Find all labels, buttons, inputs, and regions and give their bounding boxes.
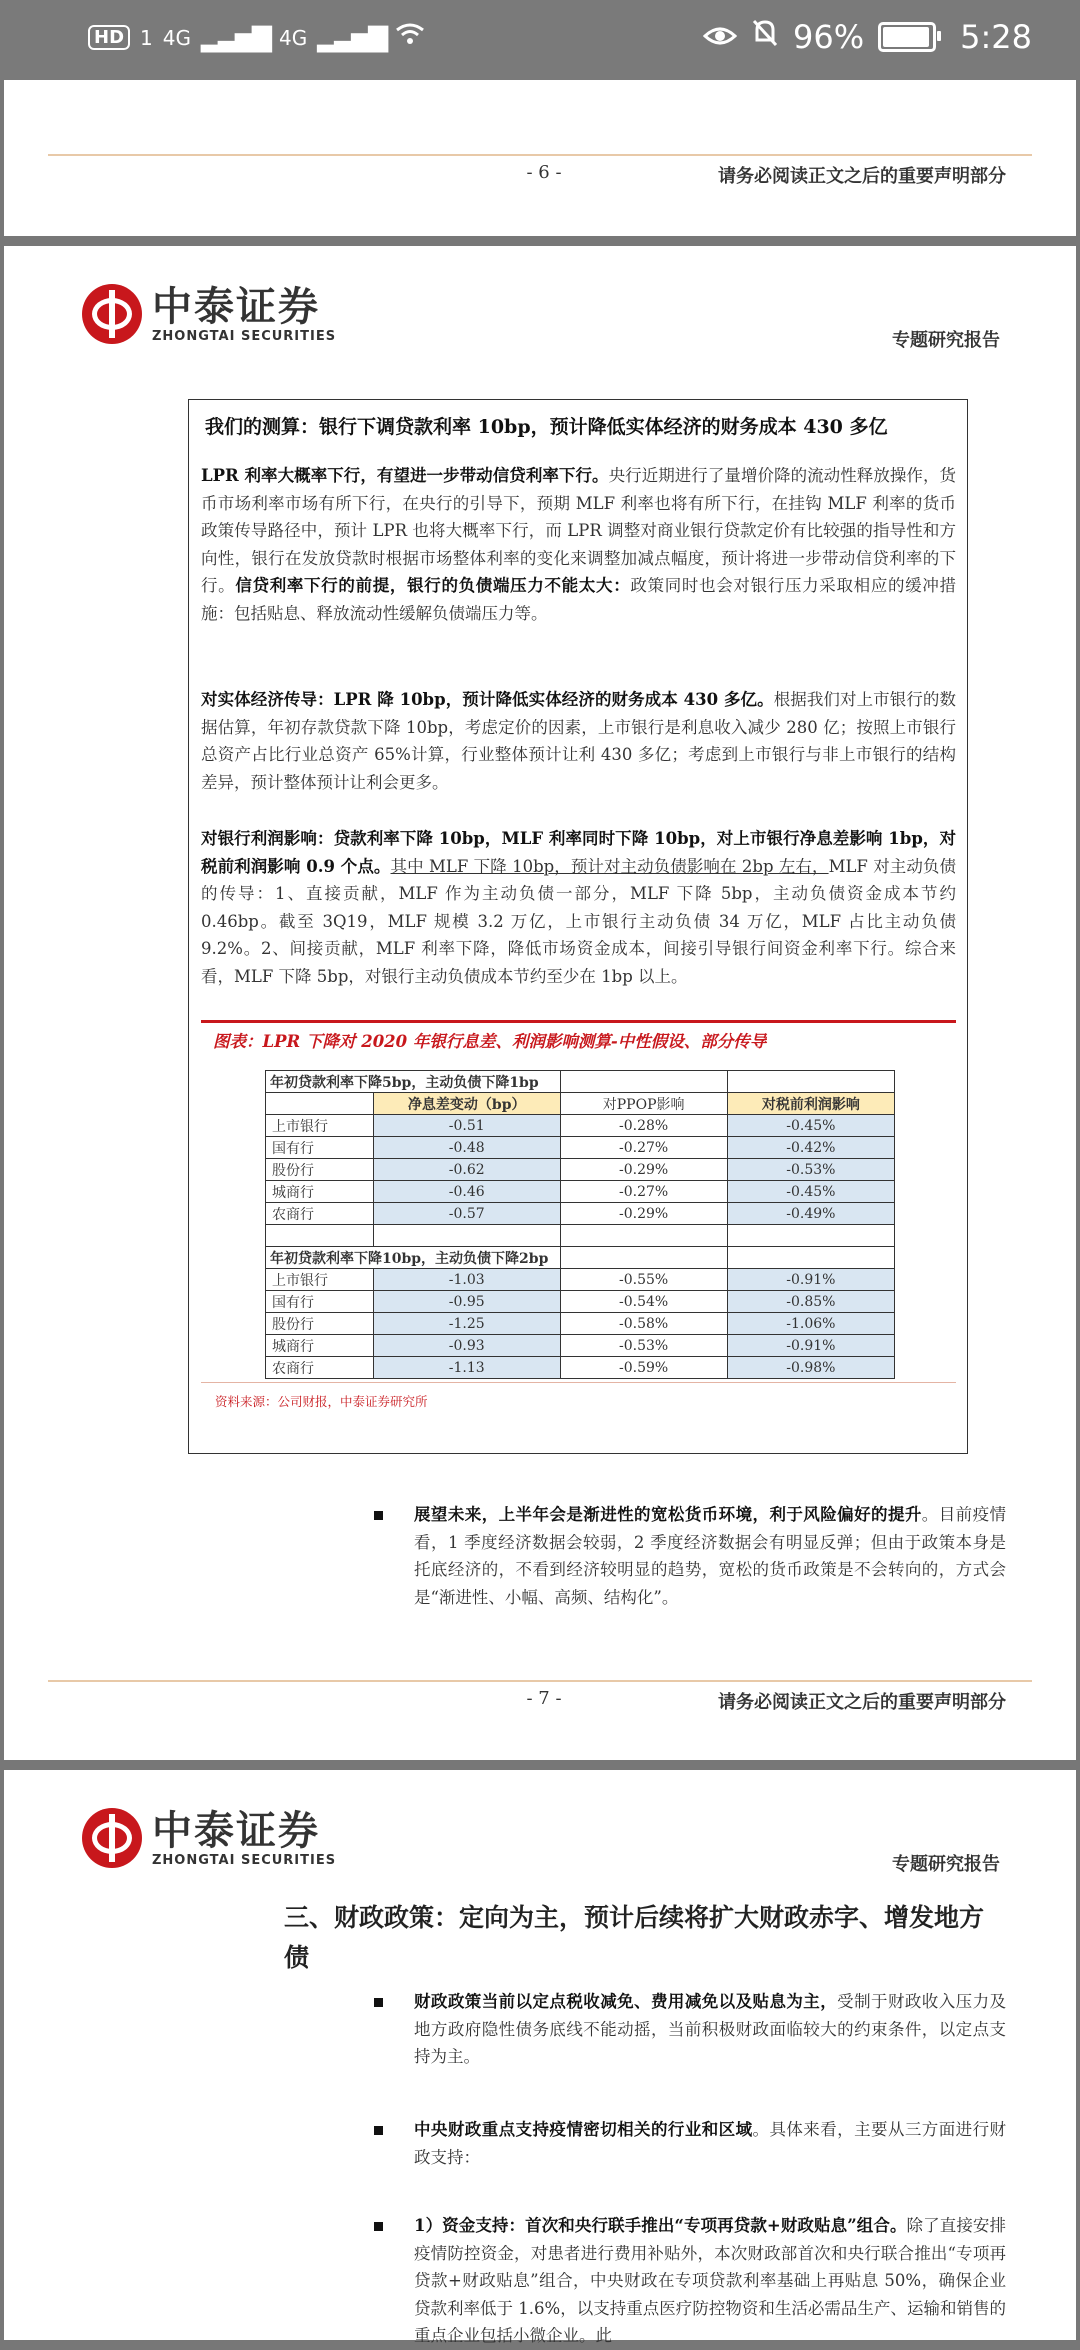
table-cell-value: -0.51 [373,1115,560,1137]
mute-bell-icon [751,18,779,56]
paragraph-economy-text: 根据我们对上市银行的数据估算，年初存款贷款下降 10bp，考虑定价的因素，上市银行是利息收入减少 280 亿；按照上市银行总资产占比行业总资产 65%计算，行业整体预计让利 430 多亿；考虑到上市银行与非上市银行的结构差异，预计整体预计让利会更多。 [201,690,956,792]
paragraph-economy [201,686,956,796]
paragraph-lpr-text: 央行近期进行了量增价降的流动性释放操作，货币市场利率市场有所下行，在央行的引导下，预期 MLF 利率也将有所下行，在挂钩 MLF 利率的货币政策传导路径中，预计 LPR 也将大概率下行，而 LPR 调整对商业银行贷款定价有比较强的指导性和方向性，银行在发放贷款时根据市场整体利率的变化来调整加减点幅度，预计将进一步带动信贷利率的下行。 [201,466,957,596]
analysis-box [188,399,968,1454]
table-cell-value: -0.54% [560,1291,727,1313]
paragraph-bank-profit [201,825,956,991]
table-scenario-row [266,1071,895,1093]
table-cell-value: -0.29% [560,1159,727,1181]
table-row [266,1115,895,1137]
sim-indicator: 1 [140,25,153,50]
bullet-fiscal-text: 受制于财政收入压力及地方政府隐性债务底线不能动摇，当前积极财政面临较大的约束条件，以定点支持为主。 [414,1992,1007,2067]
bullet-central-text: 。具体来看，主要从三方面进行财政支持： [414,2120,1007,2167]
table-cell-value: -1.06% [727,1313,894,1335]
section-title: 三、财政政策：定向为主，预计后续将扩大财政赤字、增发地方债 [284,1903,985,1972]
bullet-fiscal-policy [414,1988,1006,2071]
table-cell-value: -0.46 [373,1181,560,1203]
disclaimer-notice: 请务必阅读正文之后的重要声明部分 [718,1692,1006,1713]
table-empty-cell [727,1225,894,1247]
table-row-label: 农商行 [266,1357,374,1379]
battery-percent: 96% [793,18,865,56]
network-label-2: 4G [278,25,308,50]
table-cell-value: -0.91% [727,1269,894,1291]
box-title: 我们的测算：银行下调贷款利率 10bp，预计降低实体经济的财务成本 430 多亿 [205,416,888,438]
table-row-label: 农商行 [266,1203,374,1225]
network-label-1: 4G [162,25,191,50]
footer-rule [48,154,1032,156]
signal-icon: ▂▃▅▇ [200,22,269,53]
page-number: - 7 - [526,1688,562,1709]
table-cell-value: -0.59% [560,1357,727,1379]
paragraph-lpr-lead2: 信贷利率下行的前提，银行的负债端压力不能太大： [235,576,631,596]
table-empty-cell [560,1071,727,1093]
table-row-label: 国有行 [266,1291,374,1313]
paragraph-bank-profit-underline: 其中 MLF 下降 10bp，预计对主动负债影响在 2bp 左右， [390,856,829,876]
table-cell-value: -0.98% [727,1357,894,1379]
bullet-square-icon [374,2222,383,2231]
bullet-square-icon [374,1998,383,2007]
wifi-icon [395,22,425,53]
clock: 5:28 [960,18,1032,56]
table-cell-value: -0.28% [560,1115,727,1137]
page-6 [4,80,1076,236]
footer-rule [48,1680,1032,1682]
page-number: - 6 - [526,162,562,183]
table-empty-cell [266,1093,374,1115]
paragraph-lpr-lead: LPR 利率大概率下行，有望进一步带动信贷利率下行。 [201,466,609,485]
bullet-central-support [414,2116,1006,2171]
table-empty-cell [373,1225,560,1247]
bullet-funding-text: 除了直接安排疫情防控资金，对患者进行费用补贴外，本次财政部首次和央行联合推出“专项再贷款+财政贴息”组合，中央财政在专项贷款利率基础上再贴息 50%，确保企业贷款利率低于 1.6%，以支持重点医疗防控物资和生活必需品生产、运输和销售的重点企业包括小微企业。此 [414,2216,1006,2346]
table-row [266,1137,895,1159]
table-cell-value: -0.27% [560,1137,727,1159]
bullet-fiscal-lead: 财政政策当前以定点税收减免、费用减免以及贴息为主， [414,1992,838,2011]
figure-title: 图表：LPR 下降对 2020 年银行息差、利润影响测算-中性假设、部分传导 [213,1032,767,1051]
hd-icon: HD [88,25,130,50]
source-note: 资料来源：公司财报，中泰证券研究所 [215,1394,428,1409]
table-row [266,1357,895,1379]
status-right [703,18,1032,56]
table-cell-value: -1.25 [373,1313,560,1335]
table-cell-value: -0.93 [373,1335,560,1357]
bullet-square-icon [374,1511,383,1520]
table-cell-value: -0.49% [727,1203,894,1225]
paragraph-economy-lead: 对实体经济传导：LPR 降 10bp，预计降低实体经济的财务成本 430 多亿。 [201,690,774,709]
table-row-label: 国有行 [266,1137,374,1159]
table-column-header: 对税前利润影响 [727,1093,894,1115]
brand-name-en: ZHONGTAI SECURITIES [152,1852,337,1868]
report-type: 专题研究报告 [892,330,1000,351]
bullet-outlook-text: 。目前疫情看，1 季度经济数据会较弱，2 季度经济数据会有明显反弹；但由于政策本身是托底经济的，不看到经济较明显的趋势，宽松的货币政策是不会转向的，方式会是“渐进性、小幅、高频、结构化”。 [414,1505,1007,1607]
paragraph-bank-profit-lead: 对银行利润影响：贷款利率下降 10bp，MLF 利率同时下降 10bp，对上市银行净息差影响 1bp，对税前利润影响 0.9 个点。 [201,829,956,876]
table-header-row [266,1093,895,1115]
logo-mark-icon [82,1808,142,1868]
paragraph-bank-profit-text: MLF 对主动负债的传导：1、直接贡献，MLF 作为主动负债一部分，MLF 下降 5bp，主动负债资金成本节约 0.46bp。截至 3Q19，MLF 规模 3.2 万亿，上市银行主动负债 34 万亿，MLF 占比主动负债 9.2%。2、间接贡献，MLF 利率下降，降低市场资金成本，间接引导银行间资金利率下行。综合来看，MLF 下降 5bp，对银行主动负债成本节约至少在 1bp 以上。 [201,856,956,986]
table-cell-value: -0.53% [560,1335,727,1357]
table-cell-value: -0.95 [373,1291,560,1313]
table-cell-value: -0.55% [560,1269,727,1291]
table-cell-value: -1.03 [373,1269,560,1291]
table-scenario-label: 年初贷款利率下降10bp，主动负债下降2bp [266,1247,561,1269]
bullet-central-lead: 中央财政重点支持疫情密切相关的行业和区域 [414,2120,753,2139]
brand-logo [82,1808,336,1868]
brand-logo [82,284,336,344]
table-cell-value: -0.29% [560,1203,727,1225]
table-row [266,1335,895,1357]
battery-fill [883,27,929,47]
table-scenario-row [266,1247,895,1269]
logo-mark-icon [82,284,142,344]
table-cell-value: -0.48 [373,1137,560,1159]
status-bar [0,0,1080,80]
bullet-outlook [414,1501,1006,1611]
table-row [266,1269,895,1291]
table-row-label: 上市银行 [266,1115,374,1137]
table-empty-cell [266,1225,374,1247]
brand-name-cn: 中泰证券 [152,1807,320,1854]
table-cell-value: -0.45% [727,1115,894,1137]
figure-top-rule [201,1020,956,1023]
table-row [266,1181,895,1203]
table-cell-value: -0.91% [727,1335,894,1357]
bullet-funding-lead: 1）资金支持：首次和央行联手推出“专项再贷款+财政贴息”组合。 [414,2216,907,2235]
eye-icon [703,18,737,56]
table-row-label: 城商行 [266,1335,374,1357]
table-row [266,1313,895,1335]
status-left [88,22,425,53]
table-empty-cell [560,1225,727,1247]
page-7 [4,246,1076,1760]
bullet-outlook-lead: 展望未来，上半年会是渐进性的宽松货币环境，利于风险偏好的提升 [414,1505,922,1524]
disclaimer-notice: 请务必阅读正文之后的重要声明部分 [718,166,1006,187]
table-cell-value: -0.42% [727,1137,894,1159]
bullet-funding-support [414,2212,1006,2350]
bullet-square-icon [374,2126,383,2135]
table-column-header: 净息差变动（bp） [373,1093,560,1115]
table-empty-cell [727,1247,894,1269]
table-empty-cell [727,1071,894,1093]
paragraph-lpr-text2: 政策同时也会对银行压力采取相应的缓冲措施：包括贴息、释放流动性缓解负债端压力等。 [201,576,957,623]
brand-name-en: ZHONGTAI SECURITIES [152,328,337,344]
figure-bottom-rule [201,1382,956,1383]
table-row [266,1203,895,1225]
table-spacer-row [266,1225,895,1247]
table-row-label: 股份行 [266,1159,374,1181]
page-8 [4,1770,1076,2346]
table-cell-value: -1.13 [373,1357,560,1379]
table-cell-value: -0.85% [727,1291,894,1313]
table-row-label: 城商行 [266,1181,374,1203]
table-scenario-label: 年初贷款利率下降5bp，主动负债下降1bp [266,1071,561,1093]
table-row-label: 股份行 [266,1313,374,1335]
table-row-label: 上市银行 [266,1269,374,1291]
impact-table [265,1070,895,1379]
table-cell-value: -0.45% [727,1181,894,1203]
signal-icon-2: ▂▃▅▇ [317,22,386,53]
report-type: 专题研究报告 [892,1854,1000,1875]
paragraph-lpr [201,462,956,628]
table-cell-value: -0.62 [373,1159,560,1181]
table-row [266,1159,895,1181]
table-row [266,1291,895,1313]
table-cell-value: -0.57 [373,1203,560,1225]
table-cell-value: -0.53% [727,1159,894,1181]
brand-name-cn: 中泰证券 [152,283,320,330]
table-column-header: 对PPOP影响 [560,1093,727,1115]
table-cell-value: -0.58% [560,1313,727,1335]
table-cell-value: -0.27% [560,1181,727,1203]
battery-icon [878,22,936,52]
table-empty-cell [560,1247,727,1269]
